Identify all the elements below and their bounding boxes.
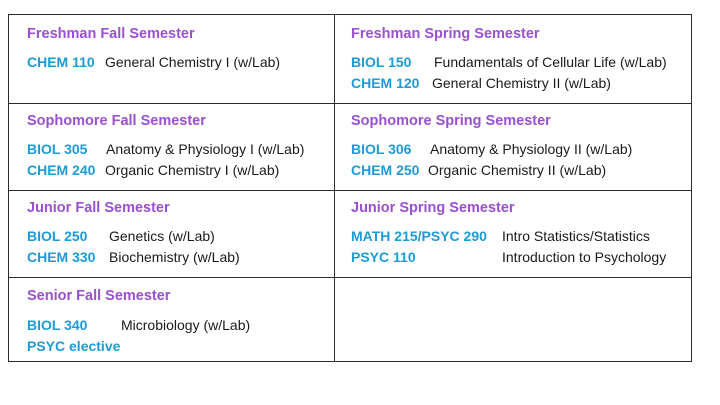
course-name: Intro Statistics/Statistics (502, 228, 650, 244)
course-code: CHEM 330 (27, 249, 96, 265)
course-name: General Chemistry II (w/Lab) (432, 75, 611, 91)
course-row (351, 249, 667, 265)
course-name: Anatomy & Physiology I (w/Lab) (106, 141, 305, 157)
course-row (351, 228, 650, 244)
course-name: Introduction to Psychology (502, 249, 667, 265)
course-code: PSYC 110 (351, 249, 416, 265)
course-row (27, 54, 281, 70)
course-code: BIOL 340 (27, 317, 88, 333)
course-code: BIOL 306 (351, 141, 412, 157)
course-row (27, 338, 120, 354)
semester-cell-freshman-fall (9, 15, 334, 103)
semester-cell-junior-fall (9, 191, 334, 277)
semester-cell-sophomore-fall (9, 104, 334, 190)
semester-title: Freshman Spring Semester (351, 26, 540, 42)
course-code: BIOL 150 (351, 54, 412, 70)
course-name: Biochemistry (w/Lab) (109, 249, 240, 265)
course-row (351, 54, 667, 70)
semester-title: Sophomore Spring Semester (351, 113, 551, 129)
semester-title: Freshman Fall Semester (27, 26, 195, 42)
course-name: Organic Chemistry I (w/Lab) (105, 162, 280, 178)
semester-cell-junior-spring (335, 191, 693, 277)
semester-cell-freshman-spring (335, 15, 693, 103)
course-row (27, 141, 305, 157)
course-row (351, 75, 611, 91)
course-name: Genetics (w/Lab) (109, 228, 215, 244)
semester-plan-table (8, 14, 692, 362)
empty-cell (335, 278, 693, 362)
semester-title: Senior Fall Semester (27, 288, 171, 304)
course-row (27, 249, 240, 265)
semester-title: Junior Spring Semester (351, 200, 515, 216)
course-code: CHEM 240 (27, 162, 96, 178)
course-code: BIOL 305 (27, 141, 88, 157)
course-code: PSYC elective (27, 338, 121, 354)
course-code: CHEM 250 (351, 162, 420, 178)
course-code: BIOL 250 (27, 228, 88, 244)
course-name: Anatomy & Physiology II (w/Lab) (430, 141, 633, 157)
course-row (27, 228, 215, 244)
course-code: CHEM 120 (351, 75, 420, 91)
course-row (27, 317, 251, 333)
semester-cell-sophomore-spring (335, 104, 693, 190)
course-name: Organic Chemistry II (w/Lab) (428, 162, 607, 178)
course-row (351, 141, 633, 157)
course-code: CHEM 110 (27, 54, 95, 70)
course-name: General Chemistry I (w/Lab) (105, 54, 281, 70)
semester-title: Junior Fall Semester (27, 200, 170, 216)
course-name: Microbiology (w/Lab) (121, 317, 251, 333)
course-code: MATH 215/PSYC 290 (351, 228, 487, 244)
semester-title: Sophomore Fall Semester (27, 113, 206, 129)
semester-cell-senior-fall (9, 278, 334, 362)
course-row (351, 162, 607, 178)
course-row (27, 162, 280, 178)
course-name: Fundamentals of Cellular Life (w/Lab) (434, 54, 667, 70)
